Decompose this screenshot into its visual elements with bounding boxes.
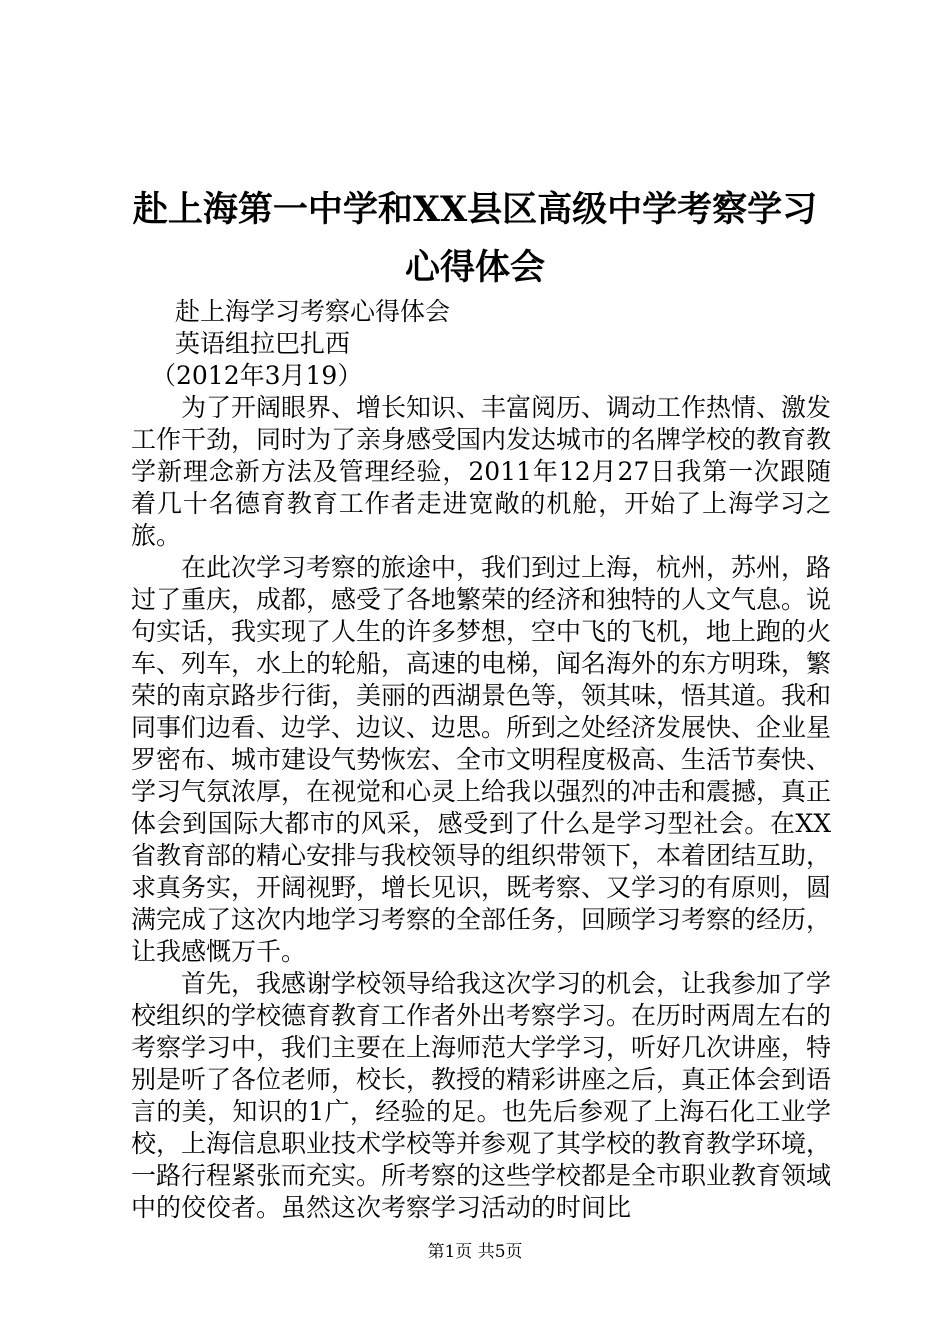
paragraph: 首先，我感谢学校领导给我这次学习的机会，让我参加了学校组织的学校德育教育工作者外出考察学习。在历时两周左右的考察学习中，我们主要在上海师范大学学习，听好几次讲座，特别是听了各位老师，校长，教授的精彩讲座之后，真正体会到语言的美，知识的1广，经验的足。也先后参观了上海石化工业学校，上海信息职业技术学校等并参观了其学校的教育教学环境，一路行程紧张而充实。所考察的这些学校都是全市职业教育领域中的佼佼者。虽然这次考察学习活动的时间比 xyxy=(131,969,832,1222)
document-date: （2012年3月19） xyxy=(151,361,363,390)
paragraph: 为了开阔眼界、增长知识、丰富阅历、调动工作热情、激发工作干劲，同时为了亲身感受国内发达城市的名牌学校的教育教学新理念新方法及管理经验，2011年12月27日我第一次跟随着几十名德育教育工作者走进宽敞的机舱，开始了上海学习之旅。 xyxy=(131,393,832,550)
page-footer: 第1页 共5页 xyxy=(427,1242,523,1262)
document-author: 英语组拉巴扎西 xyxy=(175,329,351,358)
document-title-line-1: 赴上海第一中学和XX县区高级中学考察学习 xyxy=(132,189,818,230)
paragraph: 在此次学习考察的旅途中，我们到过上海，杭州，苏州，路过了重庆，成都，感受了各地繁荣的经济和独特的人文气息。说句实话，我实现了人生的许多梦想，空中飞的飞机，地上跑的火车、列车，水上的轮船，高速的电梯，闻名海外的东方明珠，繁荣的南京路步行街，美丽的西湖景色等，领其味，悟其道。我和同事们边看、边学、边议、边思。所到之处经济发展快、企业星罗密布、城市建设气势恢宏、全市文明程度极高、生活节奏快、学习气氛浓厚，在视觉和心灵上给我以强烈的冲击和震撼，真正体会到国际大都市的风采，感受到了什么是学习型社会。在XX省教育部的精心安排与我校领导的组织带领下，本着团结互助，求真务实，开阔视野，增长见识，既考察、又学习的有原则，圆满完成了这次内地学习考察的全部任务，回顾学习考察的经历，让我感慨万千。 xyxy=(131,553,832,966)
document-title-line-2: 心得体会 xyxy=(404,247,545,288)
document-body xyxy=(131,296,831,1224)
document-subtitle: 赴上海学习考察心得体会 xyxy=(175,297,451,326)
